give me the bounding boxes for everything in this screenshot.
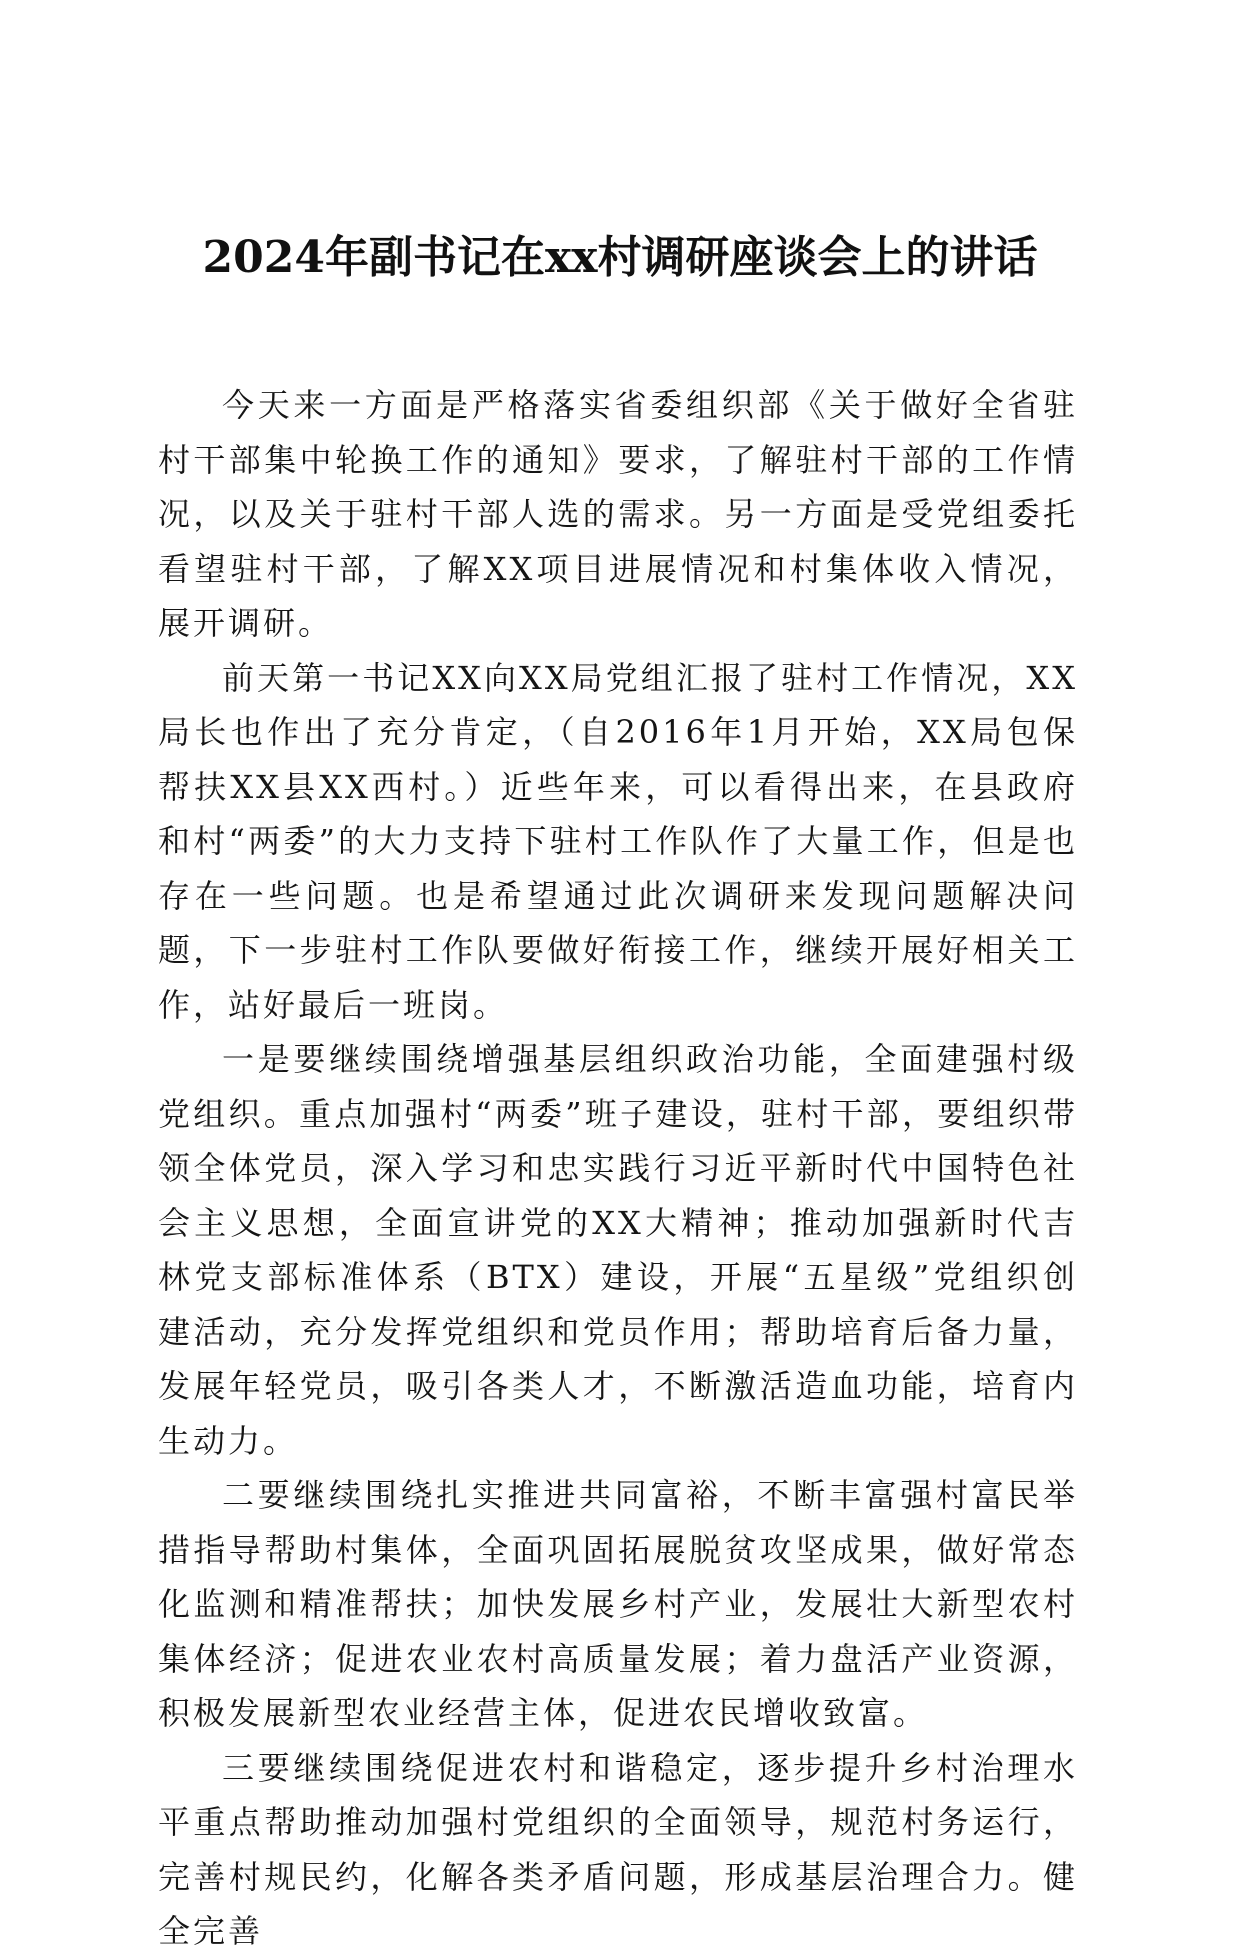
paragraph-4: 二要继续围绕扎实推进共同富裕，不断丰富强村富民举措指导帮助村集体，全面巩固拓展脱贫攻坚成果，做好常态化监测和精准帮扶；加快发展乡村产业，发展壮大新型农村集体经济；促进农业农村高质量发展；着力盘活产业资源，积极发展新型农业经营主体，促进农民增收致富。 (158, 1476, 1078, 1732)
document-title: 2024年副书记在xx村调研座谈会上的讲话 (202, 232, 1038, 283)
paragraph-3: 一是要继续围绕增强基层组织政治功能，全面建强村级党组织。重点加强村“两委”班子建设，驻村干部，要组织带领全体党员，深入学习和忠实践行习近平新时代中国特色社会主义思想，全面宣讲党的XX大精神；推动加强新时代吉林党支部标准体系（BTX）建设，开展“五星级”党组织创建活动，充分发挥党组织和党员作用；帮助培育后备力量，发展年轻党员，吸引各类人才，不断激活造血功能，培育内生动力。 (158, 1040, 1078, 1460)
paragraph-2: 前天第一书记XX向XX局党组汇报了驻村工作情况，XX局长也作出了充分肯定，（自2016年1月开始，XX局包保帮扶XX县XX西村。）近些年来，可以看得出来，在县政府和村“两委”的大力支持下驻村工作队作了大量工作，但是也存在一些问题。也是希望通过此次调研来发现问题解决问题，下一步驻村工作队要做好衔接工作，继续开展好相关工作，站好最后一班岗。 (158, 658, 1078, 1024)
paragraph-5: 三要继续围绕促进农村和谐稳定，逐步提升乡村治理水平重点帮助推动加强村党组织的全面领导，规范村务运行，完善村规民约，化解各类矛盾问题，形成基层治理合力。健全完善 (158, 1748, 1078, 1950)
document-body (158, 378, 1078, 1959)
paragraph-1: 今天来一方面是严格落实省委组织部《关于做好全省驻村干部集中轮换工作的通知》要求，了解驻村干部的工作情况，以及关于驻村干部人选的需求。另一方面是受党组委托看望驻村干部，了解XX项目进展情况和村集体收入情况，展开调研。 (158, 386, 1078, 642)
